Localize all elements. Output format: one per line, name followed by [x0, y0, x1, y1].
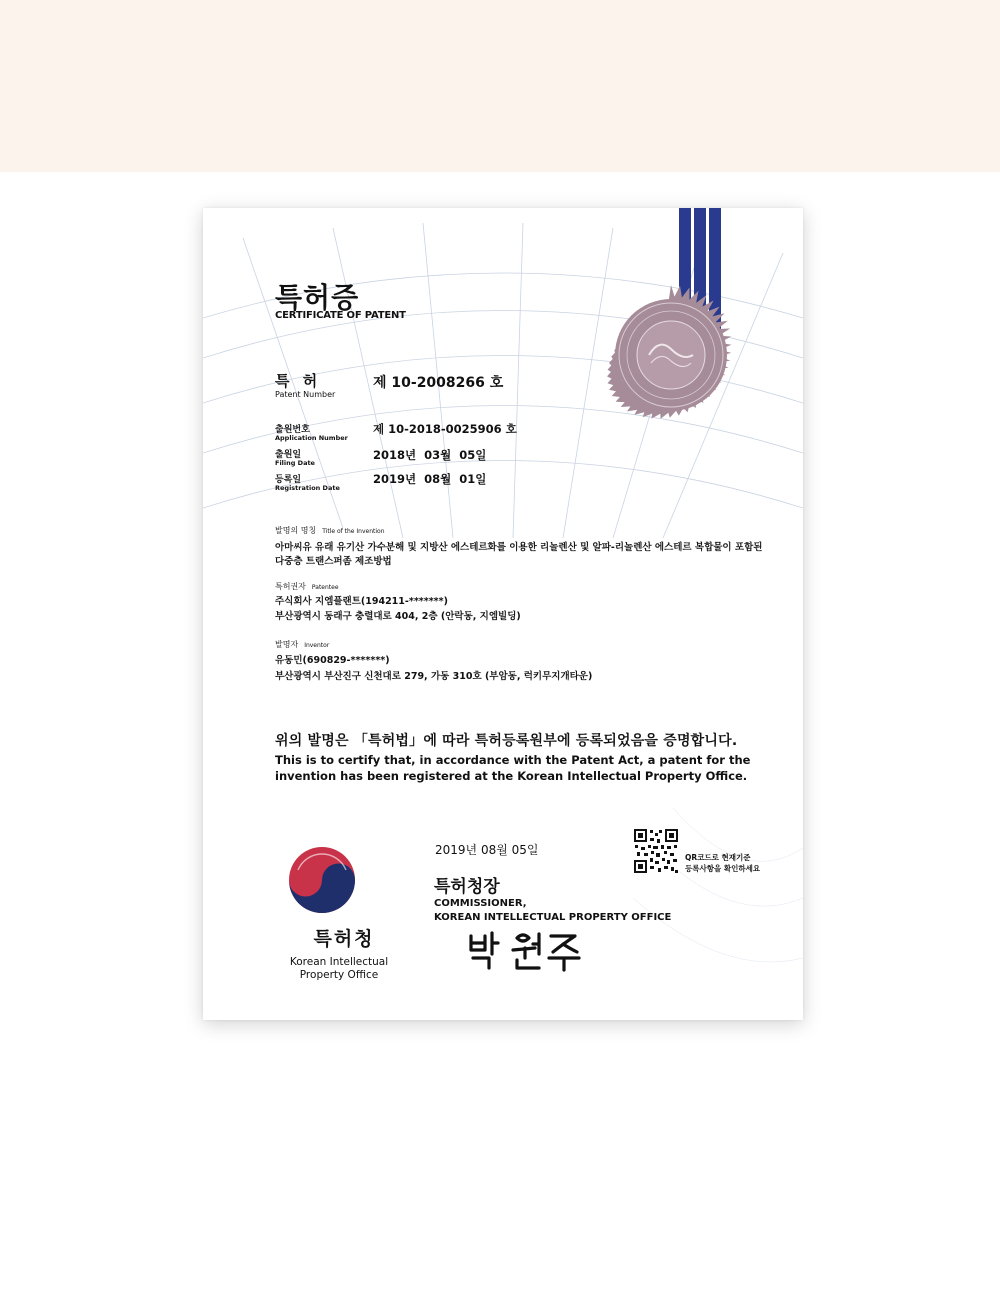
invention-title-text: 아마씨유 유래 유기산 가수분해 및 지방산 에스테르화를 이용한 리놀렌산 및 알파-리놀렌산 에스테르 복합물이 포함된 다중층 트랜스퍼좀 제조방법 [275, 542, 763, 567]
kipo-name-en-line-1: Korean Intellectual [289, 956, 389, 968]
kipo-name-en-line-2: Property Office [299, 969, 379, 981]
commissioner-title-en-line-1: COMMISSIONER, [434, 898, 527, 909]
certificate-title-en: CERTIFICATE OF PATENT [275, 310, 406, 321]
patent-certificate [203, 208, 803, 1020]
invention-title-label [275, 525, 385, 536]
patent-number-label-ko: 특 허 [275, 372, 322, 390]
patent-number-value: 제 10-2008266 호 [373, 375, 504, 391]
commissioner-title-en-line-2: KOREAN INTELLECTUAL PROPERTY OFFICE [434, 912, 672, 923]
qr-code-note-line-1: QR코드로 현재기준 [685, 853, 751, 862]
certification-statement-ko: 위의 발명은 「특허법」에 따라 특허등록원부에 등록되었음을 증명합니다. [275, 733, 738, 749]
qr-code [633, 828, 679, 874]
inventor-address: 부산광역시 부산진구 신천대로 279, 가동 310호 (부암동, 럭키무지개타운) [275, 671, 593, 682]
registration-date-label-en: Registration Date [275, 484, 340, 492]
qr-code-note-line-2: 등록사항을 확인하세요 [685, 864, 761, 873]
patentee-label-en: Patentee [311, 584, 339, 591]
commissioner-signature [465, 928, 585, 972]
filing-date-label-ko: 출원일 [275, 450, 302, 460]
issue-date: 2019년 08월 05일 [435, 843, 539, 857]
patentee-name: 주식회사 지엠플랜트(194211-*******) [275, 596, 448, 607]
kipo-logo-icon [288, 846, 356, 914]
commissioner-title-ko: 특허청장 [434, 877, 500, 897]
certificate-title-ko: 특허증 [275, 281, 360, 314]
inventor-label-en: Inventor [304, 642, 330, 649]
certificate-reflection [203, 1028, 803, 1288]
inventor-name: 유동민(690829-*******) [275, 655, 390, 666]
filing-date-value: 2018년 03월 05일 [373, 448, 487, 462]
reflection-fade [203, 1028, 803, 1288]
invention-title-label-ko: 발명의 명칭 [275, 526, 317, 535]
seal-emblem [599, 283, 743, 427]
application-number-value: 제 10-2018-0025906 호 [373, 422, 517, 436]
patentee-address: 부산광역시 동래구 충렬대로 404, 2층 (안락동, 지엠빌딩) [275, 611, 521, 622]
invention-title-label-en: Title of the Invention [322, 528, 385, 535]
certification-statement-en: This is to certify that, in accordance with the Patent Act, a patent for the invention has been registered at the Korean Intellectual Property Office. [275, 753, 751, 783]
top-banner [0, 0, 1000, 172]
kipo-name-ko: 특허청 [313, 928, 375, 950]
registration-date-label-ko: 등록일 [275, 475, 302, 485]
application-number-label-en: Application Number [275, 434, 348, 442]
kipo-name-en [269, 956, 409, 982]
application-number-label-ko: 출원번호 [275, 425, 310, 435]
patent-number-label-en: Patent Number [275, 390, 336, 399]
qr-code-note [685, 852, 760, 874]
commissioner-title-en [434, 897, 671, 925]
patentee-label-ko: 특허권자 [275, 582, 306, 591]
registration-date-value: 2019년 08월 01일 [373, 472, 487, 486]
patentee-label [275, 581, 339, 592]
inventor-label [275, 639, 329, 650]
filing-date-label-en: Filing Date [275, 459, 315, 467]
inventor-label-ko: 발명자 [275, 640, 299, 649]
